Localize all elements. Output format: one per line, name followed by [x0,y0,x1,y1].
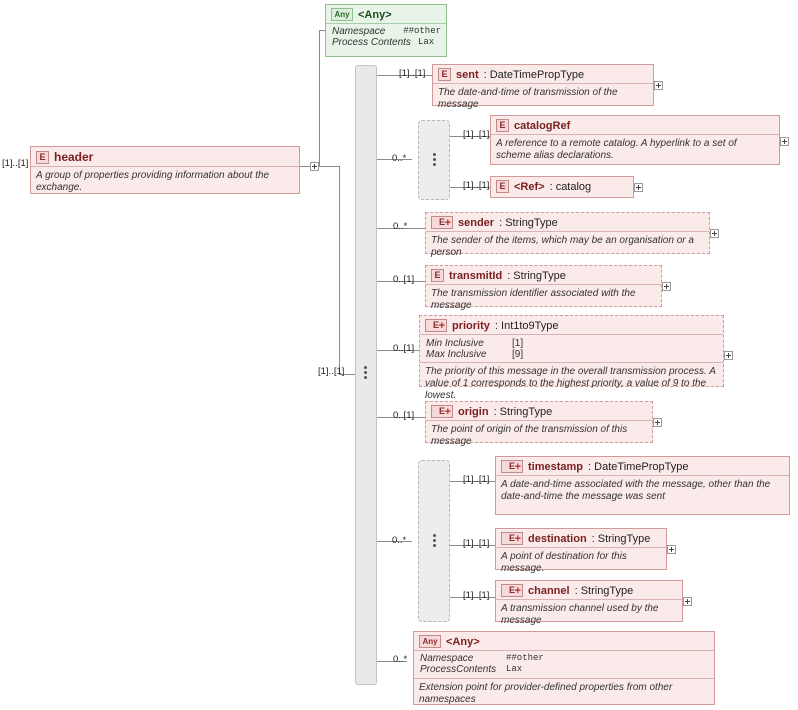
catalogRef-cardinality: [1]..[1] [463,129,490,140]
header-cardinality: [1]..[1] [2,158,29,169]
element-badge: E [496,180,509,193]
node-name: sender [458,216,495,229]
ref-cardinality: [1]..[1] [463,180,490,191]
timestamp-cardinality: [1]..[1] [463,474,490,485]
node-type: : DateTimePropType [588,460,689,473]
node-description: The point of origin of the transmission of this message [431,424,628,448]
node-bottom-any[interactable] [413,631,715,705]
node-description: Extension point for provider-defined properties from other namespaces [419,682,673,706]
facet-value: [1] [512,338,524,349]
sequence-cardinality: [1]..[1] [318,366,345,377]
element-badge: E [496,119,509,132]
connector-line [319,30,320,166]
node-description: A transmission channel used by the message [501,603,659,627]
header-expand-toggle[interactable] [310,162,319,171]
transmitId-expand-toggle[interactable] [662,282,671,291]
sent-cardinality: [1]..[1] [399,68,426,79]
node-destination[interactable] [495,528,667,575]
node-header-row [491,116,779,134]
node-sender[interactable] [425,212,710,259]
node-type: : StringType [507,269,566,282]
message-group-cardinality: 0..* [392,535,407,546]
node-sent[interactable] [432,64,654,111]
node-transmitId[interactable] [425,265,662,312]
node-type: : StringType [493,405,553,418]
transmitId-cardinality: 0..[1] [393,274,415,285]
node-name: timestamp [528,460,584,473]
choice-dots [428,153,442,169]
connector-line [339,166,340,375]
node-type: : StringType [574,584,634,597]
any-properties [326,24,446,51]
node-name: <Any> [358,8,392,21]
node-header[interactable] [30,146,300,194]
node-type: : DateTimePropType [483,68,585,81]
catalog-group-cardinality: 0..* [392,153,407,164]
node-timestamp[interactable] [495,456,790,515]
node-description: The sender of the items, which may be an organisation or a person [431,235,694,259]
sender-expand-toggle[interactable] [710,229,719,238]
node-description: A point of destination for this message. [501,551,627,575]
element-badge: E [36,151,49,164]
node-header-row [496,529,666,547]
destination-expand-toggle[interactable] [667,545,676,554]
node-ref[interactable] [490,176,634,198]
channel-expand-toggle[interactable] [683,597,692,606]
connector-line [300,166,310,167]
node-description: The date-and-time of transmission of the message [438,87,618,111]
destination-cardinality: [1]..[1] [463,538,490,549]
node-name: priority [452,319,490,332]
node-description: A date-and-time associated with the message, other than the date-and-time the message was sent [501,479,771,503]
prop-label: ProcessContents [420,664,497,675]
node-header-row [31,147,299,166]
prop-value: ##other [506,653,544,663]
any-badge: Any [419,635,441,648]
node-channel[interactable] [495,580,683,627]
sent-expand-toggle[interactable] [654,81,663,90]
node-name: origin [458,405,489,418]
priority-facets [420,335,723,362]
node-name: <Ref> [514,180,545,193]
sender-cardinality: 0..* [393,221,408,232]
prop-label: Namespace [420,653,474,664]
node-description: A group of properties providing information about the exchange. [36,170,270,194]
element-badge: E + [501,460,523,473]
element-badge: E + [501,584,523,597]
any-badge: Any [331,8,353,21]
node-description: The priority of this message in the overall transmission process. A value of 1 corresponds to the highest priority, a value of 9 to the lowest. [425,366,716,402]
node-header-row [496,457,789,475]
element-badge: E + [425,319,447,332]
node-type: : StringType [499,216,558,229]
facet-value: [9] [512,349,524,360]
node-type: : StringType [591,532,651,545]
prop-label: Process Contents [332,37,411,48]
facet-label: Max Inclusive [426,349,487,360]
node-name: transmitId [449,269,503,282]
node-header-row [426,213,709,231]
node-type: : catalog [549,180,592,193]
node-header-row [426,402,652,420]
catalogRef-expand-toggle[interactable] [780,137,789,146]
prop-label: Namespace [332,26,386,37]
node-header [326,5,446,23]
ref-expand-toggle[interactable] [634,183,643,192]
node-header-row [433,65,653,83]
element-badge: E + [431,216,453,229]
node-header-row [420,316,723,334]
node-top-any[interactable] [325,4,447,57]
priority-expand-toggle[interactable] [724,351,733,360]
node-priority[interactable] [419,315,724,402]
prop-value: Lax [418,37,435,47]
node-header-row [426,266,661,284]
node-header-row [491,177,633,195]
facet-label: Min Inclusive [426,338,484,349]
element-badge: E + [431,405,453,418]
node-name: sent [456,68,479,81]
node-catalogRef[interactable] [490,115,780,165]
node-description: The transmission identifier associated with the message [431,288,636,312]
node-header-row [414,632,714,650]
origin-expand-toggle[interactable] [653,418,662,427]
node-name: destination [528,532,587,545]
node-description: A reference to a remote catalog. A hyperlink to a set of scheme alias declarations. [496,138,737,162]
element-badge: E + [501,532,523,545]
node-header-row [496,581,682,599]
priority-cardinality: 0..[1] [393,343,415,354]
node-origin[interactable] [425,401,653,448]
element-badge: E [438,68,451,81]
bottom-any-cardinality: 0..* [393,654,408,665]
node-name: header [54,150,94,164]
connector-line [319,166,339,167]
sequence-dots [359,366,373,382]
channel-cardinality: [1]..[1] [463,590,490,601]
prop-value: Lax [506,664,523,674]
any-properties [414,651,714,678]
choice-dots [428,534,442,550]
node-name: catalogRef [514,119,571,132]
origin-cardinality: 0..[1] [393,410,415,421]
element-badge: E [431,269,444,282]
prop-value: ##other [403,26,441,36]
node-name: <Any> [446,635,480,648]
node-type: : Int1to9Type [494,319,559,332]
node-name: channel [528,584,570,597]
